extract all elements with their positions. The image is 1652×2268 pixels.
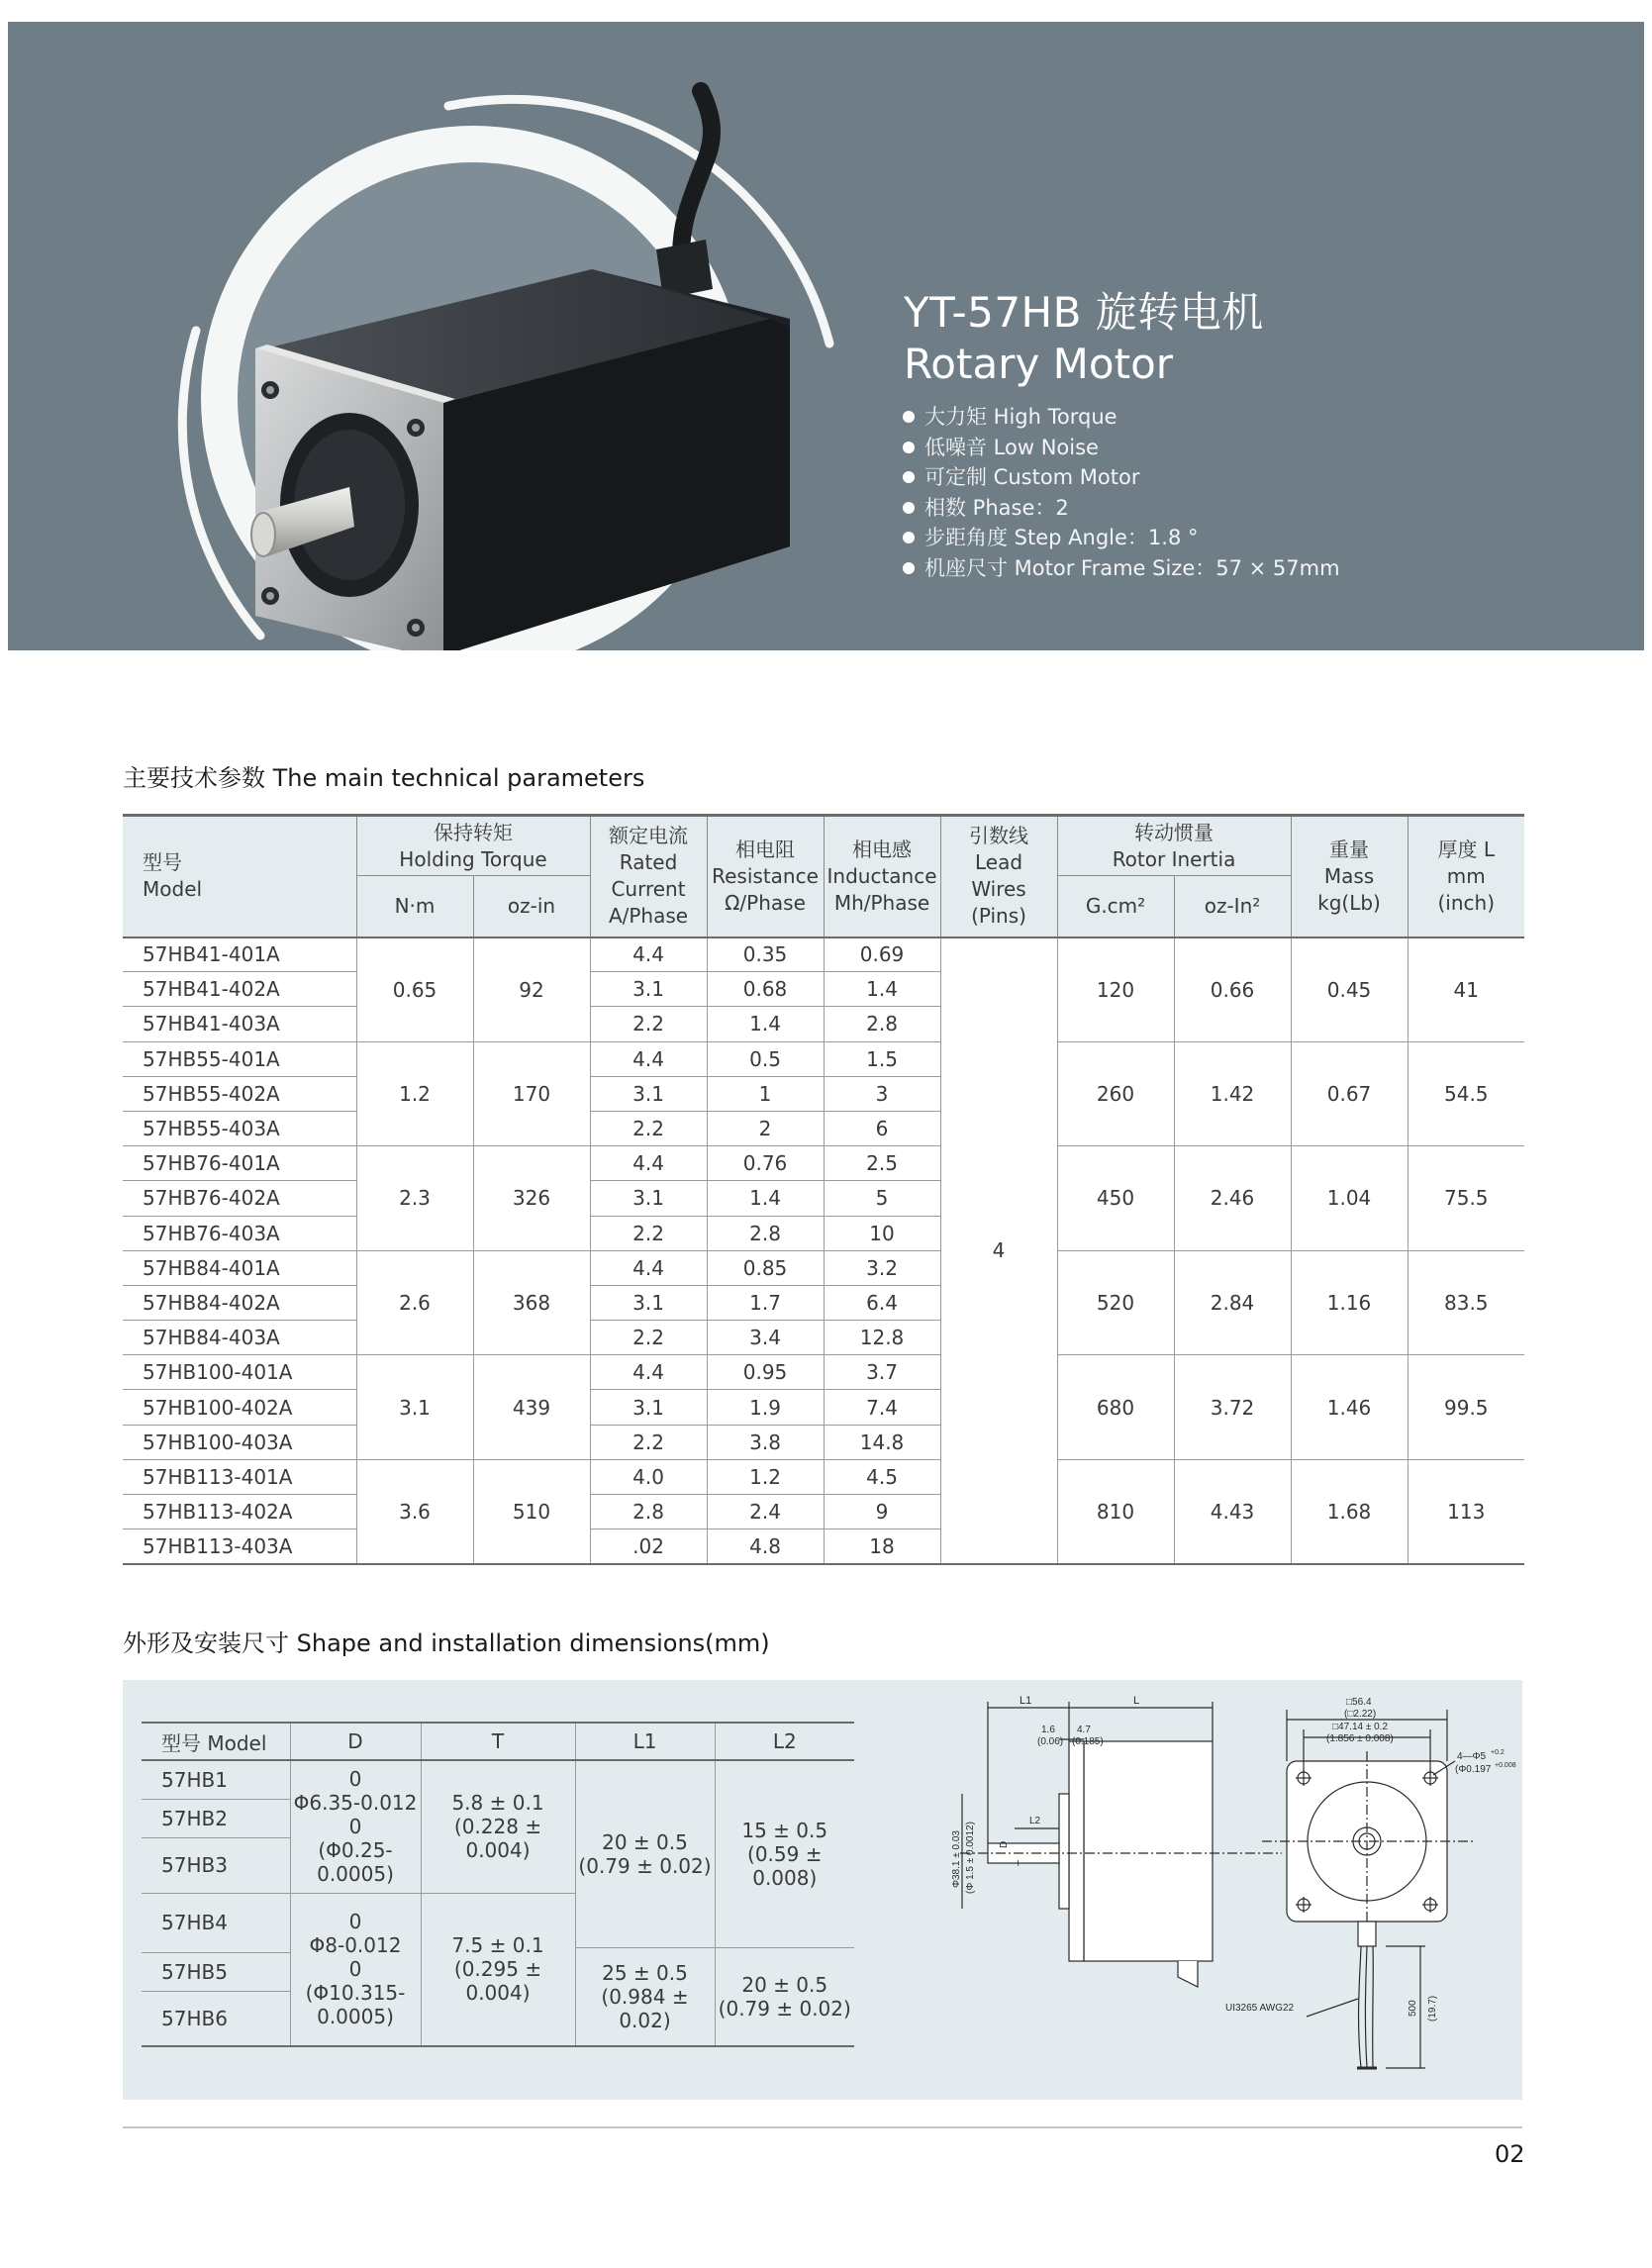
svg-text:4—Φ5: 4—Φ5	[1457, 1751, 1487, 1762]
hero-title	[904, 287, 1264, 390]
inductance-cell: 6	[824, 1111, 940, 1145]
current-cell: 2.8	[590, 1495, 707, 1529]
dim-l2-cells	[715, 1760, 854, 2046]
label-l: L	[1133, 1695, 1140, 1707]
header-inertia-oz: oz-In²	[1174, 876, 1291, 937]
dimensions-table	[142, 1722, 854, 2047]
svg-text:D: D	[999, 1840, 1010, 1848]
inertia-oz-cell: 2.84	[1174, 1250, 1291, 1355]
svg-text:L2: L2	[1029, 1816, 1041, 1826]
header-torque: 保持转矩 Holding Torque	[356, 816, 590, 876]
svg-text:(□2.22): (□2.22)	[1344, 1709, 1377, 1720]
table-row	[123, 1355, 1524, 1390]
model-cell: 57HB100-402A	[123, 1390, 356, 1425]
bullet-icon	[903, 471, 915, 483]
current-cell: 2.2	[590, 1111, 707, 1145]
table-row	[123, 1459, 1524, 1494]
dim-l2-group1: 15 ± 0.5 (0.59 ± 0.008)	[741, 1819, 828, 1890]
svg-text:□56.4: □56.4	[1346, 1697, 1372, 1708]
inductance-cell: 3.7	[824, 1355, 940, 1390]
svg-text:(Φ0.197: (Φ0.197	[1455, 1764, 1492, 1775]
inertia-oz-cell: 1.42	[1174, 1041, 1291, 1146]
resistance-cell: 1.4	[707, 1181, 824, 1216]
current-cell: 2.2	[590, 1425, 707, 1459]
dim-model: 57HB3	[142, 1837, 290, 1893]
inductance-cell: 3.2	[824, 1250, 940, 1285]
torque-nm-cell: 3.1	[356, 1355, 473, 1460]
dim-l1-group2: 25 ± 0.5 (0.984 ± 0.02)	[601, 1961, 689, 2032]
footer-divider	[123, 2126, 1522, 2128]
svg-text:(1.856 ± 0.008): (1.856 ± 0.008)	[1326, 1733, 1394, 1744]
model-cell: 57HB55-403A	[123, 1111, 356, 1145]
torque-oz-cell: 326	[473, 1146, 590, 1251]
inertia-g-cell: 450	[1057, 1146, 1174, 1251]
resistance-cell: 2	[707, 1111, 824, 1145]
mass-cell: 0.45	[1291, 937, 1408, 1042]
inertia-g-cell: 810	[1057, 1459, 1174, 1564]
model-cell: 57HB76-402A	[123, 1181, 356, 1216]
length-cell: 75.5	[1408, 1146, 1524, 1251]
torque-oz-cell: 368	[473, 1250, 590, 1355]
resistance-cell: 1.9	[707, 1390, 824, 1425]
dim-model: 57HB5	[142, 1952, 290, 1991]
bullet-icon	[903, 411, 915, 423]
feature-item: 大力矩 High Torque	[903, 402, 1340, 433]
svg-text:(Φ 1.5 ± 0.0012): (Φ 1.5 ± 0.0012)	[965, 1822, 976, 1894]
svg-text:T: T	[1017, 1859, 1027, 1866]
inductance-cell: 10	[824, 1216, 940, 1250]
bullet-icon	[903, 562, 915, 574]
header-inductance: 相电感 Inductance Mh/Phase	[824, 816, 940, 937]
dim-d-group2: 0 Φ8-0.012 0 (Φ10.315- 0.0005)	[290, 1893, 421, 2046]
model-cell: 57HB84-401A	[123, 1250, 356, 1285]
svg-text:UI3265 AWG22: UI3265 AWG22	[1225, 2003, 1295, 2014]
torque-nm-cell: 2.3	[356, 1146, 473, 1251]
page-number: 02	[1495, 2140, 1525, 2168]
current-cell: 4.4	[590, 1250, 707, 1285]
header-inertia-g: G.cm²	[1057, 876, 1174, 937]
inductance-cell: 2.5	[824, 1146, 940, 1181]
length-cell: 99.5	[1408, 1355, 1524, 1460]
specs-table-body	[123, 937, 1524, 1564]
dim-t-group2: 7.5 ± 0.1 (0.295 ± 0.004)	[421, 1893, 575, 2046]
resistance-cell: 0.76	[707, 1146, 824, 1181]
mass-cell: 0.67	[1291, 1041, 1408, 1146]
resistance-cell: 1.4	[707, 1007, 824, 1041]
current-cell: 4.4	[590, 937, 707, 972]
dim-header-t: T	[421, 1723, 575, 1760]
motor-side-flange	[1069, 1741, 1084, 1961]
resistance-cell: 0.95	[707, 1355, 824, 1390]
model-cell: 57HB113-401A	[123, 1459, 356, 1494]
model-cell: 57HB84-402A	[123, 1285, 356, 1320]
torque-oz-cell: 510	[473, 1459, 590, 1564]
svg-text:(0.185): (0.185)	[1072, 1736, 1104, 1747]
inertia-g-cell: 680	[1057, 1355, 1174, 1460]
feature-item: 低噪音 Low Noise	[903, 433, 1340, 463]
inductance-cell: 7.4	[824, 1390, 940, 1425]
mass-cell: 1.46	[1291, 1355, 1408, 1460]
current-cell: 3.1	[590, 1076, 707, 1111]
dim-header-d: D	[290, 1723, 421, 1760]
motor-image	[8, 22, 1644, 650]
dim-model: 57HB2	[142, 1799, 290, 1837]
resistance-cell: 4.8	[707, 1529, 824, 1564]
header-torque-nm: N·m	[356, 876, 473, 937]
current-cell: 4.4	[590, 1146, 707, 1181]
current-cell: 3.1	[590, 1181, 707, 1216]
resistance-cell: 3.8	[707, 1425, 824, 1459]
inertia-oz-cell: 4.43	[1174, 1459, 1291, 1564]
dim-model: 57HB1	[142, 1760, 290, 1799]
lead-wires-cell: 4	[940, 937, 1057, 1564]
svg-text:500: 500	[1408, 2000, 1418, 2017]
bullet-icon	[903, 442, 915, 453]
inertia-oz-cell: 3.72	[1174, 1355, 1291, 1460]
resistance-cell: 0.85	[707, 1250, 824, 1285]
title-line-2: Rotary Motor	[904, 340, 1174, 388]
model-cell: 57HB41-403A	[123, 1007, 356, 1041]
inductance-cell: 0.69	[824, 937, 940, 972]
current-cell: .02	[590, 1529, 707, 1564]
current-cell: 4.4	[590, 1355, 707, 1390]
resistance-cell: 1.7	[707, 1285, 824, 1320]
svg-text:+0.2: +0.2	[1491, 1749, 1505, 1756]
resistance-cell: 1.2	[707, 1459, 824, 1494]
svg-text:□47.14 ± 0.2: □47.14 ± 0.2	[1332, 1722, 1389, 1732]
hero-banner	[8, 22, 1644, 650]
inertia-oz-cell: 0.66	[1174, 937, 1291, 1042]
inductance-cell: 18	[824, 1529, 940, 1564]
torque-oz-cell: 170	[473, 1041, 590, 1146]
resistance-cell: 0.68	[707, 972, 824, 1007]
resistance-cell: 3.4	[707, 1321, 824, 1355]
current-cell: 2.2	[590, 1007, 707, 1041]
mass-cell: 1.04	[1291, 1146, 1408, 1251]
resistance-cell: 2.8	[707, 1216, 824, 1250]
current-cell: 4.4	[590, 1041, 707, 1076]
dim-model: 57HB4	[142, 1893, 290, 1952]
dim-header-model: 型号 Model	[142, 1723, 290, 1760]
inertia-g-cell: 520	[1057, 1250, 1174, 1355]
resistance-cell: 2.4	[707, 1495, 824, 1529]
inductance-cell: 14.8	[824, 1425, 940, 1459]
model-cell: 57HB55-401A	[123, 1041, 356, 1076]
header-torque-oz: oz-in	[473, 876, 590, 937]
dim-header-l2: L2	[715, 1723, 854, 1760]
table-row	[123, 1041, 1524, 1076]
svg-text:+0.008: +0.008	[1495, 1762, 1516, 1769]
current-cell: 3.1	[590, 1390, 707, 1425]
model-cell: 57HB100-403A	[123, 1425, 356, 1459]
header-mass: 重量 Mass kg(Lb)	[1291, 816, 1408, 937]
dim-l1-cells	[575, 1760, 715, 2046]
model-cell: 57HB113-402A	[123, 1495, 356, 1529]
svg-text:4.7: 4.7	[1077, 1725, 1091, 1735]
model-cell: 57HB76-403A	[123, 1216, 356, 1250]
feature-item: 机座尺寸 Motor Frame Size：57 × 57mm	[903, 553, 1340, 584]
svg-text:1.6: 1.6	[1041, 1725, 1055, 1735]
feature-item: 可定制 Custom Motor	[903, 462, 1340, 493]
dimensions-title: 外形及安装尺寸 Shape and installation dimensions(mm)	[123, 1629, 770, 1657]
current-cell: 3.1	[590, 1285, 707, 1320]
torque-nm-cell: 0.65	[356, 937, 473, 1042]
dim-model: 57HB6	[142, 1991, 290, 2046]
feature-list	[903, 402, 1340, 583]
svg-text:(19.7): (19.7)	[1427, 1995, 1438, 2021]
label-l1: L1	[1020, 1695, 1032, 1707]
length-cell: 54.5	[1408, 1041, 1524, 1146]
length-cell: 113	[1408, 1459, 1524, 1564]
current-cell: 2.2	[590, 1321, 707, 1355]
motor-side-body	[1084, 1741, 1213, 1961]
mass-cell: 1.68	[1291, 1459, 1408, 1564]
inductance-cell: 6.4	[824, 1285, 940, 1320]
bullet-icon	[903, 532, 915, 543]
header-lead-wires: 引数线 Lead Wires (Pins)	[940, 816, 1057, 937]
feature-item: 步距角度 Step Angle：1.8 °	[903, 523, 1340, 553]
header-length: 厚度 L mm (inch)	[1408, 816, 1524, 937]
mass-cell: 1.16	[1291, 1250, 1408, 1355]
inductance-cell: 9	[824, 1495, 940, 1529]
model-cell: 57HB76-401A	[123, 1146, 356, 1181]
model-cell: 57HB84-403A	[123, 1321, 356, 1355]
header-model: 型号 Model	[123, 816, 356, 937]
torque-nm-cell: 2.6	[356, 1250, 473, 1355]
model-cell: 57HB55-402A	[123, 1076, 356, 1111]
current-cell: 4.0	[590, 1459, 707, 1494]
table-row	[123, 937, 1524, 972]
svg-text:Φ38.1 ± 0.03: Φ38.1 ± 0.03	[951, 1830, 962, 1888]
inductance-cell: 1.4	[824, 972, 940, 1007]
inertia-g-cell: 260	[1057, 1041, 1174, 1146]
inductance-cell: 1.5	[824, 1041, 940, 1076]
header-inertia: 转动惯量 Rotor Inertia	[1057, 816, 1291, 876]
inertia-g-cell: 120	[1057, 937, 1174, 1042]
length-cell: 83.5	[1408, 1250, 1524, 1355]
model-cell: 57HB100-401A	[123, 1355, 356, 1390]
dim-d-group1: 0 Φ6.35-0.012 0 (Φ0.25- 0.0005)	[290, 1760, 421, 1893]
torque-nm-cell: 3.6	[356, 1459, 473, 1564]
inductance-cell: 5	[824, 1181, 940, 1216]
torque-oz-cell: 92	[473, 937, 590, 1042]
table-row	[123, 1250, 1524, 1285]
dim-header-l1: L1	[575, 1723, 715, 1760]
length-cell: 41	[1408, 937, 1524, 1042]
header-resistance: 相电阻 Resistance Ω/Phase	[707, 816, 824, 937]
torque-oz-cell: 439	[473, 1355, 590, 1460]
model-cell: 57HB41-402A	[123, 972, 356, 1007]
table-row	[123, 1146, 1524, 1181]
dimensions-panel	[123, 1680, 1522, 2100]
inductance-cell: 2.8	[824, 1007, 940, 1041]
current-cell: 2.2	[590, 1216, 707, 1250]
inductance-cell: 3	[824, 1076, 940, 1111]
inductance-cell: 12.8	[824, 1321, 940, 1355]
svg-text:(0.06): (0.06)	[1037, 1736, 1064, 1747]
torque-nm-cell: 1.2	[356, 1041, 473, 1146]
header-current: 额定电流 Rated Current A/Phase	[590, 816, 707, 937]
dim-t-group1: 5.8 ± 0.1 (0.228 ± 0.004)	[421, 1760, 575, 1893]
inductance-cell: 4.5	[824, 1459, 940, 1494]
resistance-cell: 0.5	[707, 1041, 824, 1076]
model-cell: 57HB41-401A	[123, 937, 356, 972]
specs-table	[123, 814, 1524, 1565]
inertia-oz-cell: 2.46	[1174, 1146, 1291, 1251]
dim-l1-group1: 20 ± 0.5 (0.79 ± 0.02)	[578, 1830, 712, 1878]
feature-item: 相数 Phase：2	[903, 493, 1340, 524]
bullet-icon	[903, 502, 915, 514]
dimension-drawing	[871, 1680, 1522, 2100]
title-line-1: YT-57HB 旋转电机	[904, 288, 1264, 337]
current-cell: 3.1	[590, 972, 707, 1007]
dim-l2-group2: 20 ± 0.5 (0.79 ± 0.02)	[718, 1973, 851, 2021]
resistance-cell: 0.35	[707, 937, 824, 972]
specs-title: 主要技术参数 The main technical parameters	[123, 764, 645, 792]
resistance-cell: 1	[707, 1076, 824, 1111]
model-cell: 57HB113-403A	[123, 1529, 356, 1564]
